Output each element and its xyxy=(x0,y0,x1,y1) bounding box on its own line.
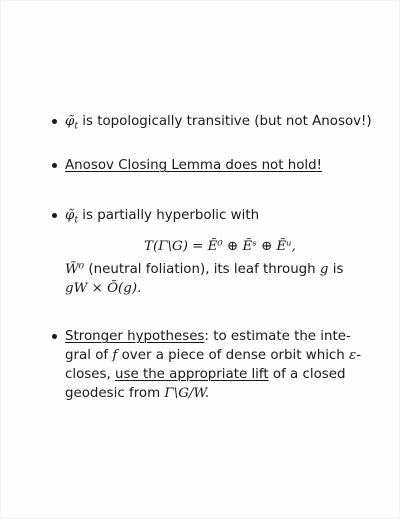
underlined-phrase: use the appropriate lift xyxy=(114,367,269,382)
bullet-item-partially-hyperbolic xyxy=(65,206,375,298)
display-formula: T(Γ\G) = Ẽ⁰ ⊕ Ẽˢ ⊕ Ẽᵘ, xyxy=(144,238,296,254)
math-phi: φ̃ xyxy=(65,208,75,223)
item-line xyxy=(65,114,372,132)
bullet-item-stronger-hypotheses xyxy=(65,327,375,403)
item-line-4 xyxy=(65,384,375,403)
item-line-2 xyxy=(65,346,375,365)
math-phi: φ̃ xyxy=(65,114,75,129)
item-text: - xyxy=(356,348,362,363)
bullet-item-transitive xyxy=(65,112,375,137)
math-f: f xyxy=(112,348,118,363)
item-text: (neutral foliation), its leaf through xyxy=(84,261,320,277)
math-subscript: t xyxy=(74,215,79,226)
item-line-3 xyxy=(65,365,375,384)
item-text: is topologically transitive (but not Anosov!) xyxy=(78,114,372,129)
item-text: over a piece of dense orbit which xyxy=(117,348,350,363)
item-text: is xyxy=(328,261,344,277)
item-text: is partially hyperbolic with xyxy=(78,208,260,223)
bullet-dot xyxy=(52,213,57,218)
bullet-dot xyxy=(52,334,57,339)
item-line-1 xyxy=(65,327,375,346)
math-quotient: Γ\G/W. xyxy=(164,386,210,401)
item-text: of a closed xyxy=(268,367,346,382)
item-line-3: gW × Õ(g). xyxy=(65,280,142,296)
item-line xyxy=(65,206,375,231)
item-text: gral of xyxy=(65,348,113,363)
bullet-item-closing-lemma xyxy=(65,156,375,175)
item-line-2 xyxy=(65,260,375,279)
math-g: g xyxy=(319,261,329,277)
item-text: : to estimate the inte- xyxy=(204,329,351,344)
math-subscript: t xyxy=(74,121,79,132)
bullet-dot xyxy=(52,163,57,168)
item-text: geodesic from xyxy=(65,386,165,401)
underlined-phrase: Stronger hypotheses xyxy=(65,329,205,344)
math-epsilon: ε xyxy=(349,348,357,363)
item-text: closes, xyxy=(65,367,115,382)
item-text-underlined: Anosov Closing Lemma does not hold! xyxy=(65,158,323,173)
math-w0: W̃⁰ xyxy=(65,261,85,277)
bullet-dot xyxy=(52,119,57,124)
